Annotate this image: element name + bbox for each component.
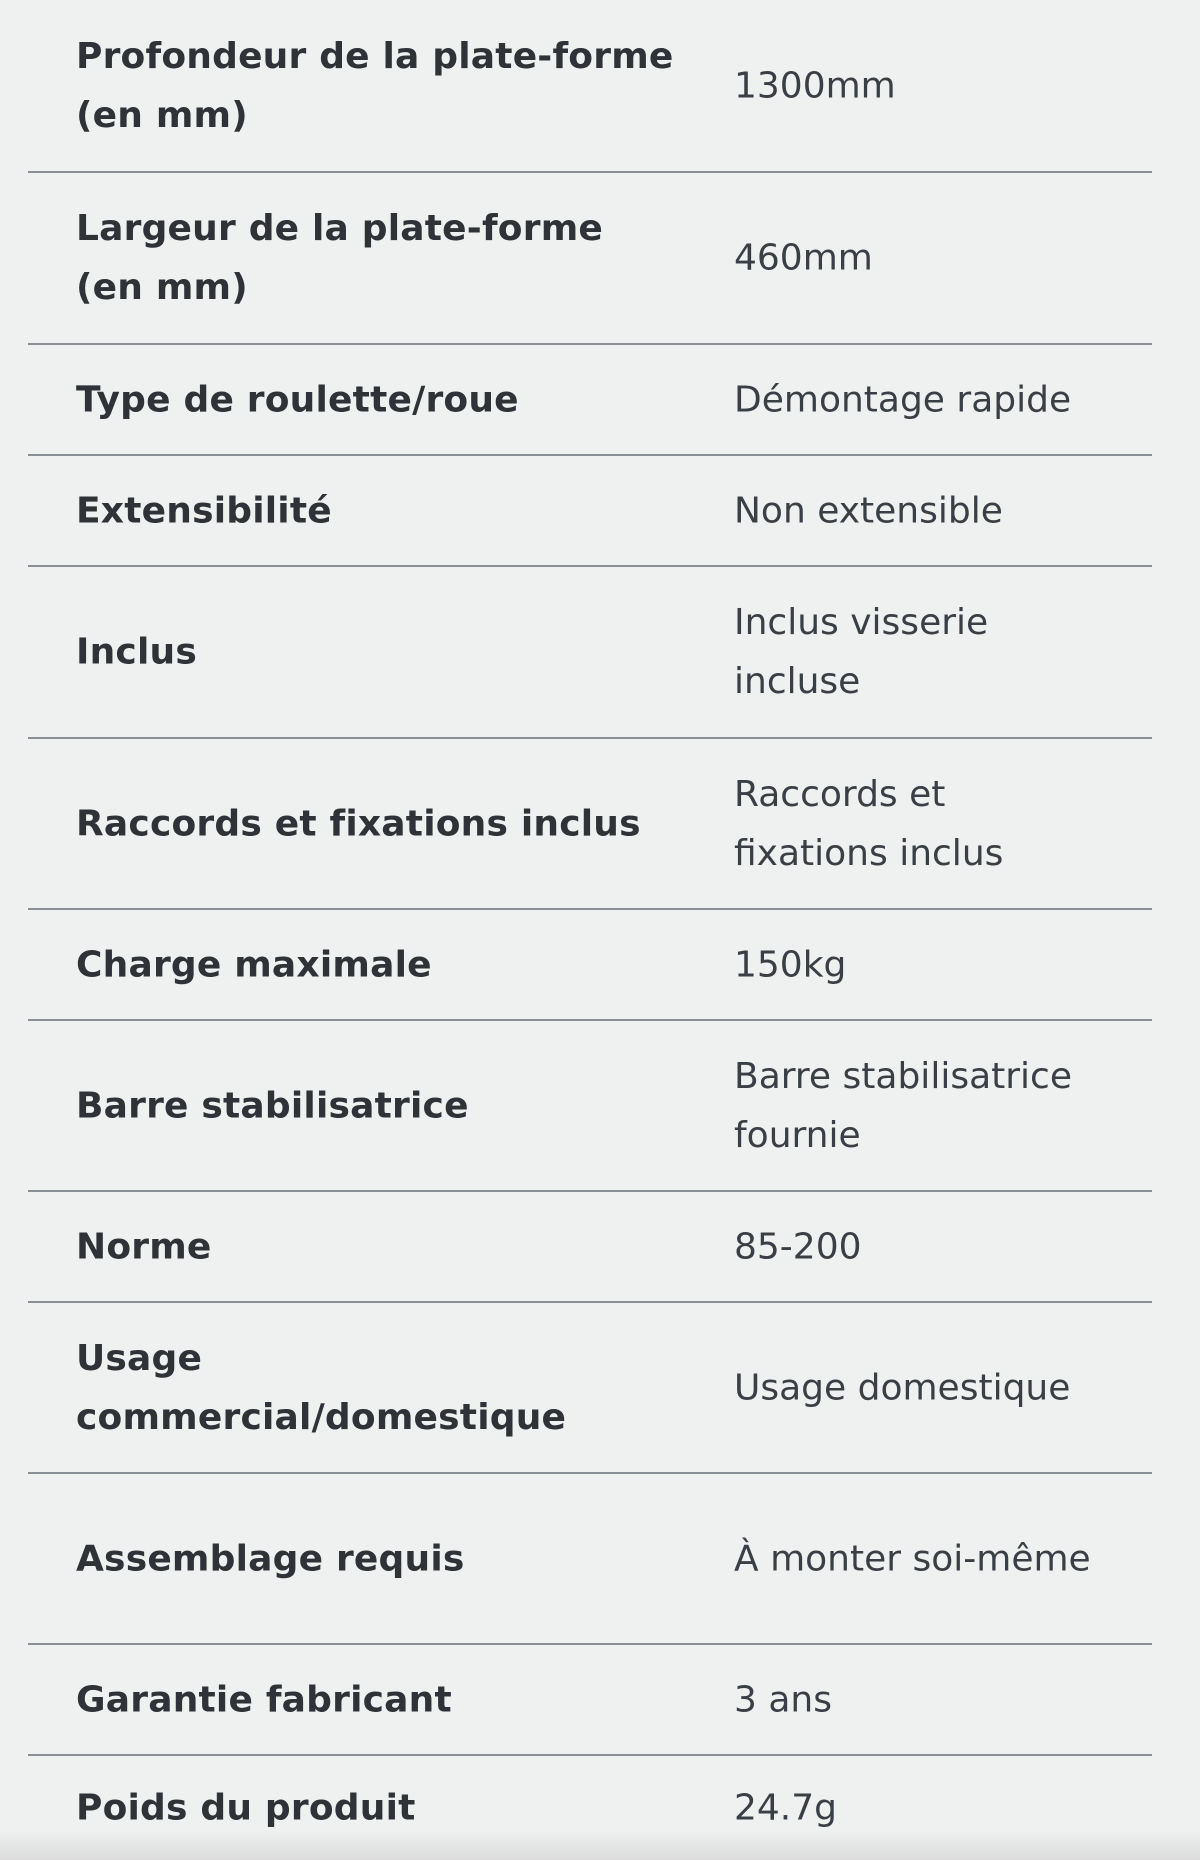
spec-row-usage — [28, 1303, 1152, 1474]
spec-row-wheel-type — [28, 345, 1152, 456]
spec-value: Usage domestique — [734, 1367, 1071, 1408]
spec-value: Inclus visserie incluse — [734, 602, 989, 702]
spec-value: Barre stabilisatrice fournie — [734, 1055, 1072, 1156]
spec-label: Charge maximale — [76, 944, 432, 985]
spec-label: Barre stabilisatrice — [76, 1085, 469, 1126]
spec-row-platform-depth — [28, 0, 1152, 173]
spec-row-platform-width — [28, 173, 1152, 345]
spec-row-max-load — [28, 910, 1152, 1021]
spec-value: Non extensible — [734, 490, 1003, 531]
spec-row-extensibility — [28, 456, 1152, 567]
spec-label: Norme — [76, 1226, 212, 1267]
spec-label: Type de roulette/roue — [76, 379, 519, 420]
spec-value: 460mm — [734, 237, 873, 279]
spec-value: Raccords et fixations inclus — [734, 773, 1004, 874]
spec-value: 1300mm — [734, 65, 896, 106]
spec-value: Démontage rapide — [734, 379, 1072, 420]
spec-value: 24.7g — [734, 1787, 838, 1829]
spec-row-fittings — [28, 739, 1152, 910]
spec-label: Largeur de la plate-forme (en mm) — [76, 208, 604, 308]
spec-row-stabiliser-bar — [28, 1021, 1152, 1192]
spec-label: Usage commercial/domestique — [76, 1337, 567, 1438]
spec-row-warranty — [28, 1645, 1152, 1756]
spec-value: 85-200 — [734, 1226, 862, 1267]
spec-label: Raccords et fixations inclus — [76, 803, 641, 844]
bottom-fade — [0, 1830, 1200, 1860]
spec-label: Assemblage requis — [76, 1538, 465, 1579]
spec-label: Garantie fabricant — [76, 1679, 452, 1720]
spec-value: 3 ans — [734, 1679, 832, 1720]
spec-label: Poids du produit — [76, 1787, 416, 1829]
spec-label: Inclus — [76, 631, 197, 673]
spec-row-included — [28, 567, 1152, 739]
spec-value: À monter soi-même — [734, 1538, 1091, 1579]
spec-row-assembly — [28, 1474, 1152, 1645]
spec-value: 150kg — [734, 944, 847, 985]
spec-label: Profondeur de la plate-forme (en mm) — [76, 35, 674, 136]
spec-row-standard — [28, 1192, 1152, 1303]
spec-label: Extensibilité — [76, 490, 332, 531]
